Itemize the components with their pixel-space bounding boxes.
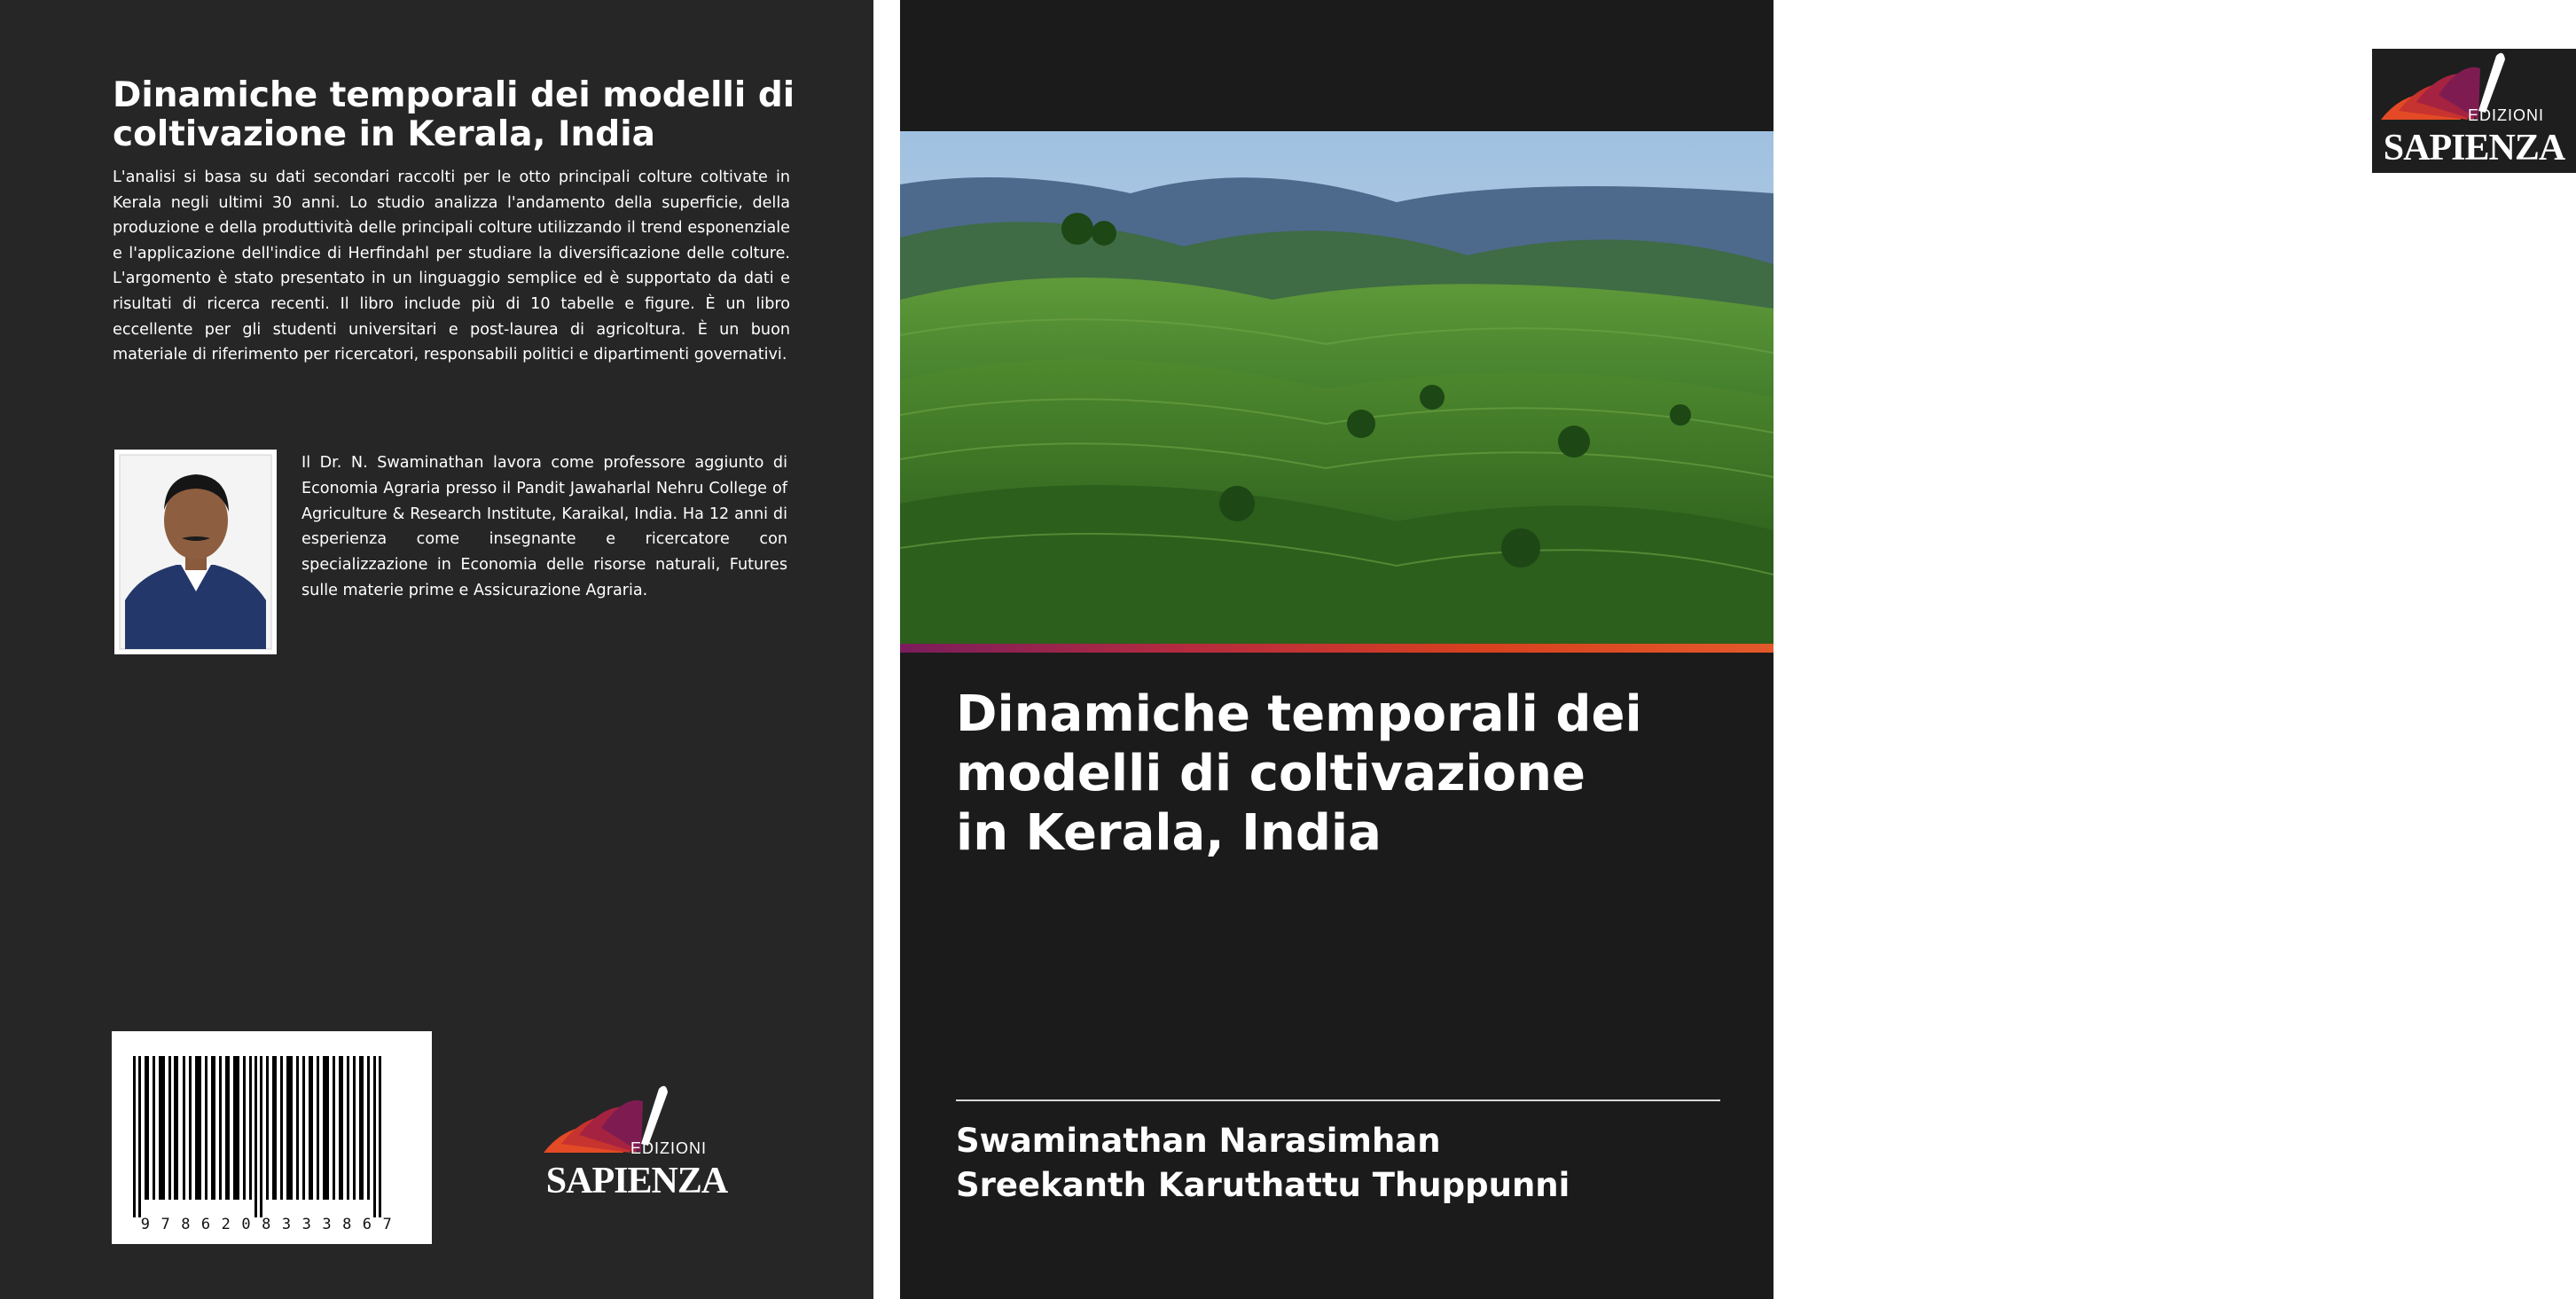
publisher-logo-front xyxy=(2372,49,2576,173)
front-cover xyxy=(900,0,2565,1299)
front-title-line-1: Dinamiche temporali dei xyxy=(956,685,1642,743)
front-title xyxy=(956,685,1736,863)
publisher-name: SAPIENZA xyxy=(2383,128,2565,168)
publisher-logo xyxy=(535,1082,739,1206)
front-title-line-3: in Kerala, India xyxy=(956,804,1382,862)
publisher-name: SAPIENZA xyxy=(545,1161,728,1201)
book-description: L'analisi si basa su dati secondari raccolti per le otto principali colture coltivate in Kerala negli ultimi 30 anni. Lo studio analizza l'andamento della superficie, della produzione e della produttività delle principali colture utilizzando il trend esponenziale e l'applicazione dell'indice di Herfindahl per studiare la diversificazione delle colture. L'argomento è stato presentato in un linguaggio semplice ed è supportato da dati e risultati di ricerca recenti. Il libro include più di 10 tabelle e figure. È un libro eccellente per gli studenti universitari e post-laurea di agricoltura. È un buon materiale di riferimento per ricercatori, responsabili politici e dipartimenti governativi. xyxy=(113,168,790,364)
publisher-small-label: EDIZIONI xyxy=(2468,106,2545,124)
cover-color-stripe xyxy=(900,644,1773,653)
back-title: Dinamiche temporali dei modelli di coltivazione in Kerala, India xyxy=(113,75,795,154)
spine-gap xyxy=(873,0,900,1299)
author-divider xyxy=(956,1099,1720,1101)
author-list xyxy=(956,1119,1570,1208)
author-name: Sreekanth Karuthattu Thuppunni xyxy=(956,1166,1570,1204)
back-cover xyxy=(0,0,873,1299)
author-name: Swaminathan Narasimhan xyxy=(956,1122,1441,1160)
publisher-small-label: EDIZIONI xyxy=(630,1139,708,1157)
author-bio: Il Dr. N. Swaminathan lavora come professore aggiunto di Economia Agraria presso il Pandit Jawaharlal Nehru College of Agriculture & Research Institute, Karaikal, India. Ha 12 anni di esperienza come insegnante e ricercatore con specializzazione in Economia delle risorse naturali, Futures sulle materie prime e Assicurazione Agraria. xyxy=(301,454,787,599)
barcode-bars xyxy=(112,1031,432,1244)
barcode xyxy=(112,1031,432,1244)
author-photo xyxy=(114,450,277,654)
front-title-line-2: modelli di coltivazione xyxy=(956,745,1586,802)
cover-photo-tea-plantation xyxy=(900,131,1773,644)
barcode-digits: 9786208333867 xyxy=(140,1216,403,1233)
